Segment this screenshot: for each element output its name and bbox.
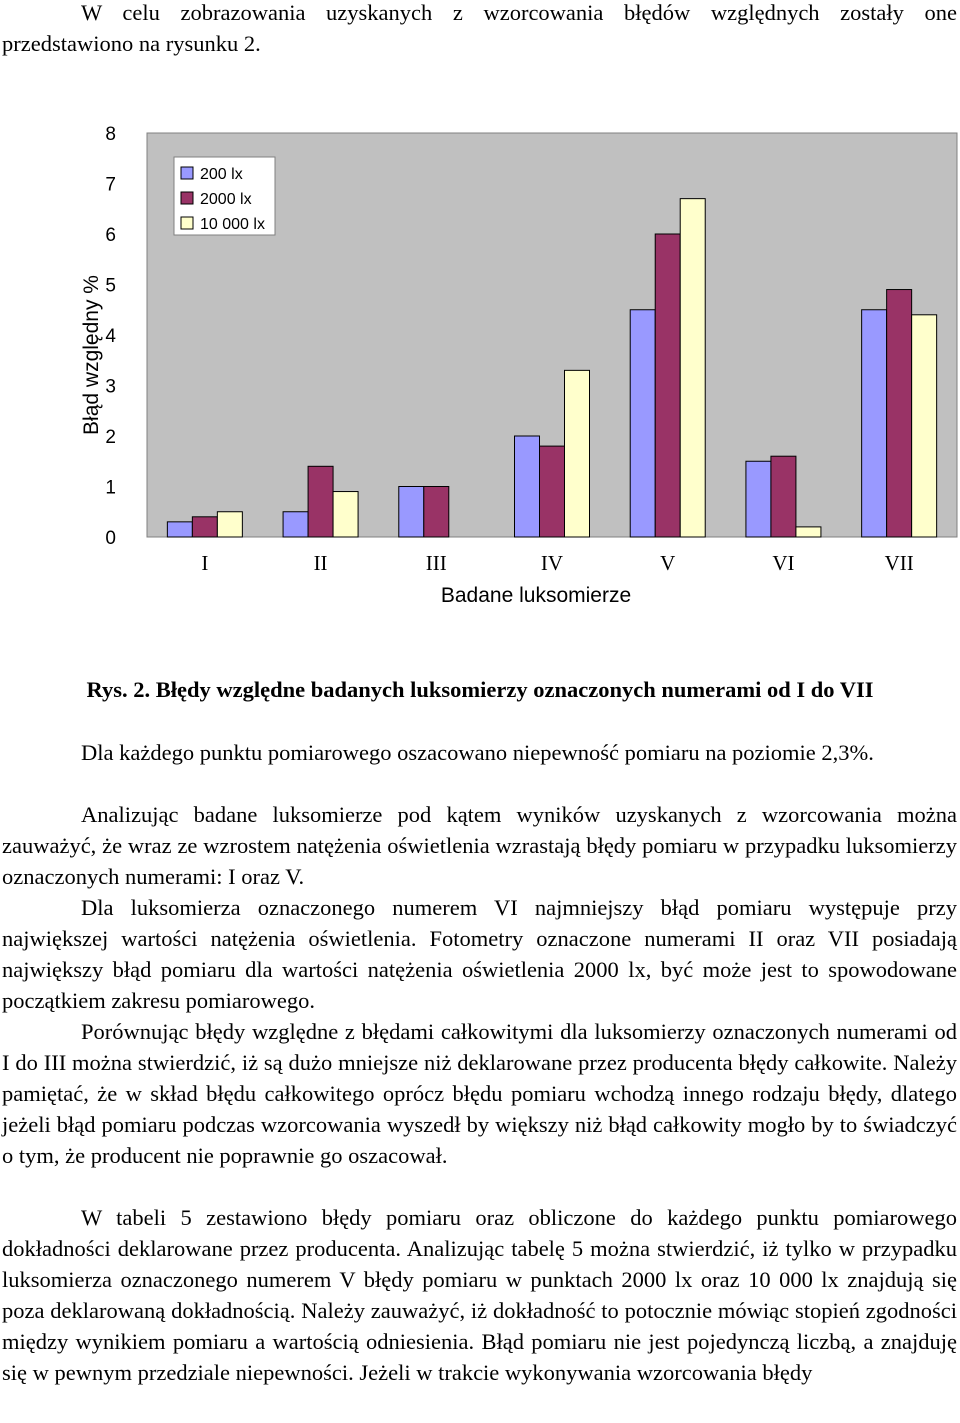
bar-IV-10000lx	[565, 370, 590, 537]
bar-IV-2000lx	[540, 446, 565, 537]
figure-caption: Rys. 2. Błędy względne badanych luksomierzy oznaczonych numerami od I do VII	[86, 677, 874, 702]
legend	[174, 157, 275, 235]
bar-VI-200lx	[746, 461, 771, 537]
bar-VII-10000lx	[912, 315, 937, 537]
paragraph-uncertainty: Dla każdego punktu pomiarowego oszacowano niepewność pomiaru na poziomie 2,3%.	[81, 740, 874, 765]
legend-swatch	[181, 167, 193, 179]
bar-II-200lx	[283, 512, 308, 537]
bar-I-2000lx	[192, 517, 217, 537]
x-tick-label: VII	[884, 551, 914, 575]
legend-label: 2000 lx	[200, 191, 252, 208]
x-tick-label: I	[201, 551, 209, 575]
y-tick-label: 3	[105, 376, 116, 398]
y-axis-label: Błąd względny %	[80, 275, 103, 435]
relative-error-bar-chart	[0, 100, 960, 620]
y-tick-label: 0	[105, 528, 116, 549]
y-tick-label: 2	[105, 427, 116, 448]
x-tick-label: IV	[540, 551, 564, 575]
legend-label: 200 lx	[200, 166, 243, 183]
bar-VII-2000lx	[887, 290, 912, 537]
y-tick-label: 8	[105, 124, 116, 145]
bar-II-2000lx	[308, 466, 333, 537]
bar-I-200lx	[167, 522, 192, 537]
y-tick-label: 4	[105, 326, 116, 347]
y-tick-label: 6	[105, 225, 116, 246]
x-tick-label: VI	[772, 551, 795, 575]
x-axis-label: Badane luksomierze	[440, 584, 632, 607]
legend-swatch	[181, 192, 193, 204]
x-tick-label: II	[313, 551, 328, 575]
paragraph-table-5: W tabeli 5 zestawiono błędy pomiaru oraz obliczone do każdego punktu pomiarowego dokładności deklarowane przez producenta. Analizując tabelę 5 można stwierdzić, iż tylko w przypadku luksomierza oznaczonego numerem V błędy pomiaru w punktach 2000 lx oraz 10 000 lx znajdują się poza deklarowaną dokładnością. Należy zauważyć, iż dokładność to potocznie mówiąc stopień zgodności między wynikiem pomiaru a wartością odniesienia. Błąd pomiaru nie jest pojedynczą liczbą, a znajduję się w pewnym przedziale niepewności. Jeżeli w trakcie wykonywania wzorcowania błędy	[2, 1205, 957, 1385]
x-tick-label: V	[660, 551, 676, 575]
bar-V-2000lx	[655, 234, 680, 537]
paragraph-comparison: Porównując błędy względne z błędami całkowitymi dla luksomierzy oznaczonych numerami od I do III można stwierdzić, iż są dużo mniejsze niż deklarowane przez producenta błędy całkowite. Należy pamiętać, że w skład błędu całkowitego oprócz błędu pomiaru wchodzą innego rodzaju błędy, dlatego jeżeli błąd pomiaru podczas wzorcowania wyszedł by większy niż błąd całkowity mogło by to świadczyć o tym, że producent nie poprawnie go oszacował.	[2, 1019, 957, 1168]
bar-VI-2000lx	[771, 456, 796, 537]
x-tick-label: III	[425, 551, 447, 575]
bar-V-200lx	[630, 310, 655, 537]
bar-III-200lx	[399, 487, 424, 538]
bar-IV-200lx	[515, 436, 540, 537]
intro-paragraph: W celu zobrazowania uzyskanych z wzorcowania błędów względnych zostały one przedstawiono na rysunku 2.	[2, 0, 957, 56]
bar-VII-200lx	[862, 310, 887, 537]
bar-VI-10000lx	[796, 527, 821, 537]
bar-V-10000lx	[680, 199, 705, 537]
bar-III-2000lx	[424, 487, 449, 538]
bar-I-10000lx	[217, 512, 242, 537]
y-tick-label: 5	[105, 275, 116, 297]
y-tick-label: 7	[105, 174, 116, 196]
legend-label: 10 000 lx	[200, 216, 265, 233]
bar-II-10000lx	[333, 492, 358, 537]
y-tick-label: 1	[105, 477, 116, 499]
legend-swatch	[181, 217, 193, 229]
paragraph-luxmeter-vi: Dla luksomierza oznaczonego numerem VI najmniejszy błąd pomiaru występuje przy największej wartości natężenia oświetlenia. Fotometry oznaczone numerami II oraz VII posiadają największy błąd pomiaru dla wartości natężenia oświetlenia 2000 lx, być może jest to spowodowane początkiem zakresu pomiarowego.	[2, 895, 957, 1013]
paragraph-analysis: Analizując badane luksomierze pod kątem wyników uzyskanych z wzorcowania można zauważyć, że wraz ze wzrostem natężenia oświetlenia wzrastają błędy pomiaru w przypadku luksomierzy oznaczonych numerami: I oraz V.	[2, 802, 957, 889]
